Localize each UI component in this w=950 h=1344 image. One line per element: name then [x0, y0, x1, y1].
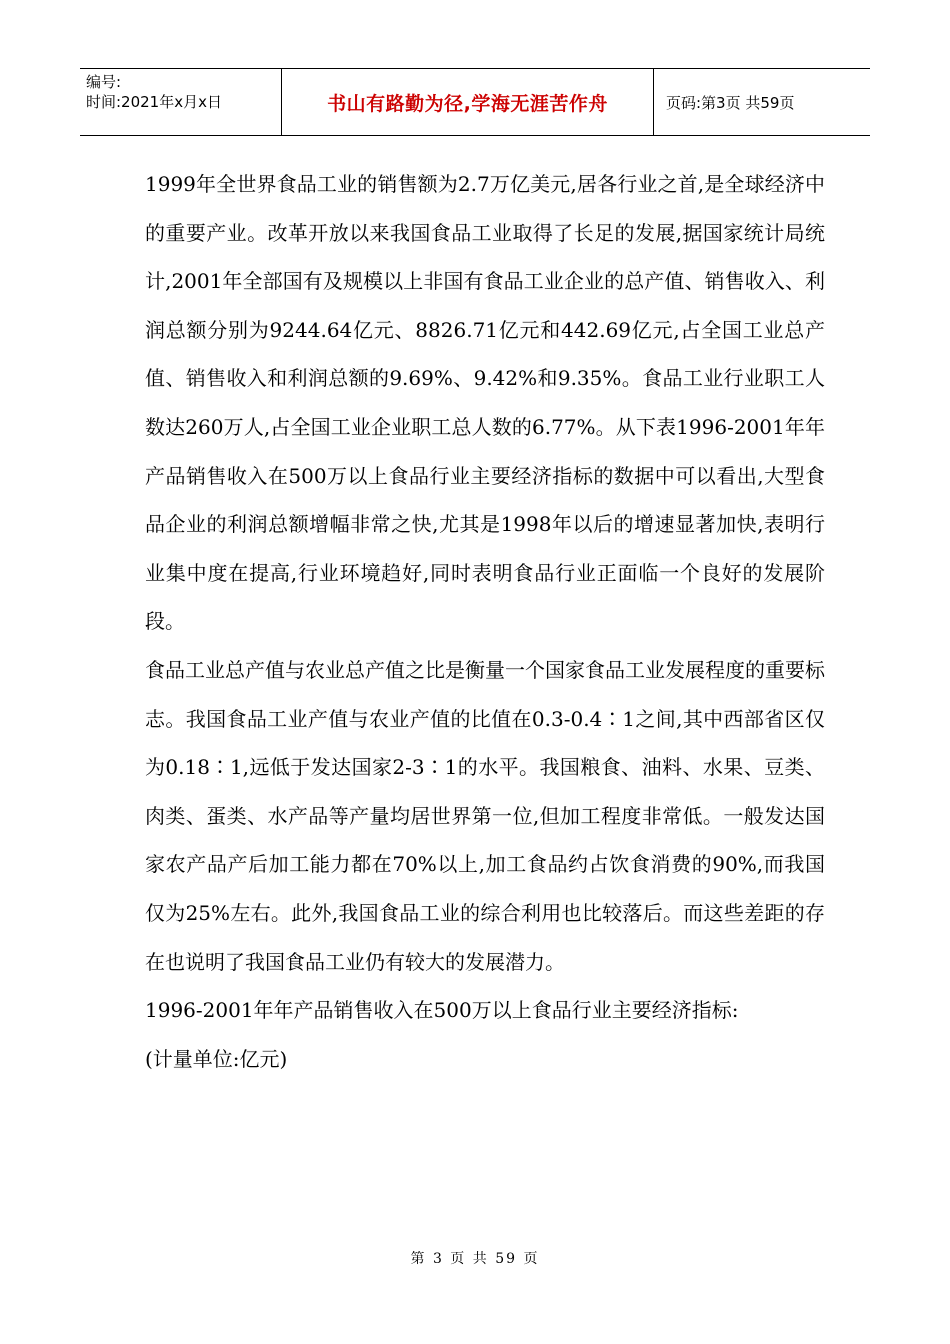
page-header	[80, 68, 870, 136]
unit-note: (计量单位:亿元)	[145, 1046, 288, 1071]
header-motto: 书山有路勤为径,学海无涯苦作舟	[282, 69, 654, 135]
page-footer: 第 3 页 共 59 页	[410, 1251, 540, 1267]
header-page-info: 页码:第3页 共59页	[666, 93, 795, 112]
document-time-label: 时间:2021年x月x日	[86, 93, 222, 111]
body-paragraph: 食品工业总产值与农业总产值之比是衡量一个国家食品工业发展程度的重要标志。我国食品工业产值与农业产值的比值在0.3-0.4∶1之间,其中西部省区仅为0.18∶1,远低于发达国家2-3∶1的水平。我国粮食、油料、水果、豆类、肉类、蛋类、水产品等产量均居世界第一位,但加工程度非常低。一般发达国家农产品产后加工能力都在70%以上,加工食品约占饮食消费的90%,而我国仅为25%左右。此外,我国食品工业的综合利用也比较落后。而这些差距的存在也说明了我国食品工业仍有较大的发展潜力。	[145, 657, 825, 974]
table-caption: 1996-2001年年产品销售收入在500万以上食品行业主要经济指标:	[145, 998, 739, 1023]
document-body	[145, 160, 825, 1083]
document-number-label: 编号:	[86, 73, 122, 91]
header-meta-cell	[80, 69, 282, 135]
body-paragraph: 1999年全世界食品工业的销售额为2.7万亿美元,居各行业之首,是全球经济中的重要产业。改革开放以来我国食品工业取得了长足的发展,据国家统计局统计,2001年全部国有及规模以上非国有食品工业企业的总产值、销售收入、利润总额分别为9244.64亿元、8826.71亿元和442.69亿元,占全国工业总产值、销售收入和利润总额的9.69%、9.42%和9.35%。食品工业行业职工人数达260万人,占全国工业企业职工总人数的6.77%。从下表1996-2001年年产品销售收入在500万以上食品行业主要经济指标的数据中可以看出,大型食品企业的利润总额增幅非常之快,尤其是1998年以后的增速显著加快,表明行业集中度在提高,行业环境趋好,同时表明食品行业正面临一个良好的发展阶段。	[145, 172, 825, 634]
